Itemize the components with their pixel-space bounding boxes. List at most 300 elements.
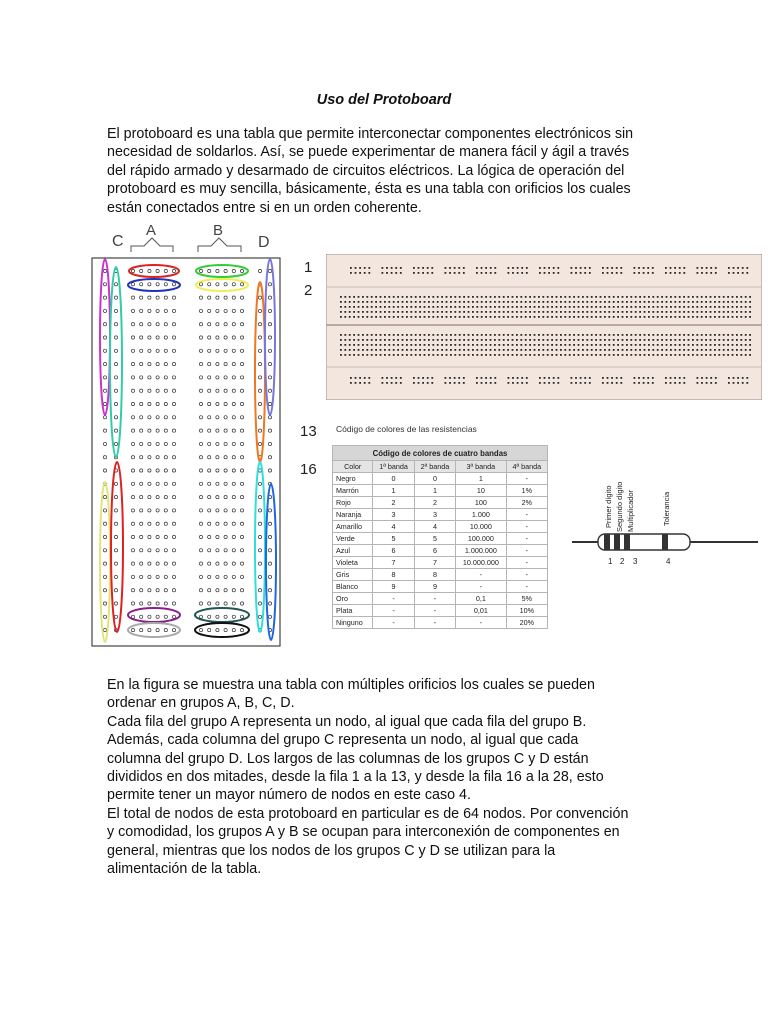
- hole: [428, 354, 430, 356]
- hole: [670, 311, 672, 313]
- hole: [503, 344, 505, 346]
- hole: [608, 306, 610, 308]
- hole: [349, 301, 351, 303]
- hole: [746, 267, 748, 269]
- hole: [494, 272, 496, 274]
- hole: [600, 344, 602, 346]
- hole: [705, 306, 707, 308]
- hole: [534, 349, 536, 351]
- hole: [538, 339, 540, 341]
- hole: [517, 377, 519, 379]
- hole: [364, 272, 366, 274]
- table-cell: Naranja: [333, 509, 373, 521]
- hole: [454, 344, 456, 346]
- hole: [520, 334, 522, 336]
- hole: [340, 311, 342, 313]
- hole: [580, 382, 582, 384]
- hole: [441, 339, 443, 341]
- hole: [366, 349, 368, 351]
- hole: [688, 344, 690, 346]
- hole: [551, 349, 553, 351]
- hole: [679, 339, 681, 341]
- hole: [362, 316, 364, 318]
- table-header-cell: 4ª banda: [506, 461, 547, 473]
- hole: [626, 344, 628, 346]
- hole: [388, 354, 390, 356]
- hole: [582, 339, 584, 341]
- hole: [375, 344, 377, 346]
- table-cell: -: [456, 617, 506, 629]
- table-cell: 10.000.000: [456, 557, 506, 569]
- hole: [494, 354, 496, 356]
- hole: [573, 334, 575, 336]
- hole: [520, 306, 522, 308]
- hole: [705, 316, 707, 318]
- hole: [688, 306, 690, 308]
- hole: [419, 344, 421, 346]
- hole: [647, 267, 649, 269]
- hole: [366, 296, 368, 298]
- hole: [679, 267, 681, 269]
- hole: [622, 301, 624, 303]
- hole: [701, 267, 703, 269]
- hole: [600, 311, 602, 313]
- hole: [413, 267, 415, 269]
- hole: [666, 316, 668, 318]
- hole: [538, 311, 540, 313]
- hole: [617, 301, 619, 303]
- hole: [366, 344, 368, 346]
- hole: [419, 316, 421, 318]
- hole: [507, 316, 509, 318]
- hole: [512, 311, 514, 313]
- hole: [498, 311, 500, 313]
- hole: [526, 382, 528, 384]
- hole: [454, 334, 456, 336]
- hole: [582, 344, 584, 346]
- hole: [424, 349, 426, 351]
- hole: [463, 316, 465, 318]
- resistor-body: [598, 534, 690, 550]
- hole: [674, 306, 676, 308]
- hole: [749, 344, 751, 346]
- hole: [402, 334, 404, 336]
- hole: [424, 296, 426, 298]
- hole: [674, 349, 676, 351]
- hole: [375, 296, 377, 298]
- hole: [749, 354, 751, 356]
- hole: [410, 344, 412, 346]
- hole: [350, 272, 352, 274]
- hole: [740, 339, 742, 341]
- hole: [638, 272, 640, 274]
- hole: [494, 296, 496, 298]
- hole: [647, 382, 649, 384]
- hole: [617, 296, 619, 298]
- hole: [366, 339, 368, 341]
- hole: [620, 267, 622, 269]
- hole: [740, 296, 742, 298]
- hole: [410, 316, 412, 318]
- hole: [437, 296, 439, 298]
- hole: [450, 296, 452, 298]
- hole: [507, 301, 509, 303]
- hole: [450, 354, 452, 356]
- hole: [521, 382, 523, 384]
- hole: [490, 349, 492, 351]
- hole: [573, 301, 575, 303]
- hole: [626, 354, 628, 356]
- hole: [490, 296, 492, 298]
- hole: [542, 339, 544, 341]
- bracket-a: [131, 238, 173, 252]
- text-line: En la figura se muestra una tabla con múltiples orificios los cuales se pueden: [107, 677, 595, 693]
- hole: [388, 316, 390, 318]
- table-cell: 4: [373, 521, 414, 533]
- hole: [661, 306, 663, 308]
- hole: [437, 301, 439, 303]
- band-label: Segundo dígito: [615, 481, 624, 532]
- hole: [714, 301, 716, 303]
- band-3: [624, 534, 630, 550]
- hole: [454, 267, 456, 269]
- hole: [573, 311, 575, 313]
- hole: [736, 349, 738, 351]
- hole: [525, 311, 527, 313]
- hole: [617, 344, 619, 346]
- hole: [415, 306, 417, 308]
- hole: [454, 349, 456, 351]
- hole: [749, 311, 751, 313]
- hole: [340, 354, 342, 356]
- hole: [746, 382, 748, 384]
- hole: [626, 349, 628, 351]
- hole: [644, 334, 646, 336]
- hole: [608, 311, 610, 313]
- hole: [569, 301, 571, 303]
- hole: [454, 377, 456, 379]
- hole: [490, 334, 492, 336]
- table-cell: 10: [456, 485, 506, 497]
- hole: [688, 349, 690, 351]
- hole: [608, 334, 610, 336]
- hole: [701, 301, 703, 303]
- hole: [652, 382, 654, 384]
- hole: [591, 344, 593, 346]
- hole: [454, 316, 456, 318]
- hole: [710, 349, 712, 351]
- hole: [512, 267, 514, 269]
- hole: [749, 296, 751, 298]
- hole: [701, 316, 703, 318]
- hole: [643, 377, 645, 379]
- hole: [556, 296, 558, 298]
- hole: [371, 311, 373, 313]
- hole: [657, 296, 659, 298]
- table-cell: 10.000: [456, 521, 506, 533]
- hole: [564, 296, 566, 298]
- hole: [547, 306, 549, 308]
- hole: [732, 311, 734, 313]
- hole: [344, 334, 346, 336]
- hole: [608, 339, 610, 341]
- table-cell: 8: [373, 569, 414, 581]
- hole: [441, 296, 443, 298]
- hole: [410, 334, 412, 336]
- hole: [582, 354, 584, 356]
- hole: [740, 311, 742, 313]
- hole: [358, 311, 360, 313]
- hole: [582, 349, 584, 351]
- hole: [613, 311, 615, 313]
- hole: [613, 296, 615, 298]
- hole: [705, 301, 707, 303]
- hole: [362, 306, 364, 308]
- hole: [742, 382, 744, 384]
- hole: [380, 301, 382, 303]
- hole: [745, 349, 747, 351]
- hole: [547, 344, 549, 346]
- hole: [418, 377, 420, 379]
- hole: [539, 272, 541, 274]
- hole: [393, 306, 395, 308]
- hole: [542, 311, 544, 313]
- hole: [611, 382, 613, 384]
- hole: [665, 377, 667, 379]
- hole: [679, 349, 681, 351]
- hole: [534, 316, 536, 318]
- hole: [652, 377, 654, 379]
- hole: [344, 296, 346, 298]
- hole: [688, 301, 690, 303]
- hole: [388, 301, 390, 303]
- hole: [670, 377, 672, 379]
- hole: [727, 349, 729, 351]
- hole: [459, 316, 461, 318]
- hole: [670, 344, 672, 346]
- hole: [393, 296, 395, 298]
- hole: [718, 339, 720, 341]
- hole: [626, 316, 628, 318]
- hole: [397, 311, 399, 313]
- hole: [586, 344, 588, 346]
- hole: [547, 334, 549, 336]
- hole: [626, 334, 628, 336]
- hole: [358, 349, 360, 351]
- hole: [406, 334, 408, 336]
- hole: [635, 316, 637, 318]
- hole: [494, 301, 496, 303]
- hole: [415, 296, 417, 298]
- table-row: [333, 473, 548, 485]
- hole: [657, 354, 659, 356]
- hole: [544, 382, 546, 384]
- hole: [591, 349, 593, 351]
- hole: [445, 272, 447, 274]
- hole: [732, 301, 734, 303]
- hole: [652, 267, 654, 269]
- hole: [595, 344, 597, 346]
- hole: [679, 306, 681, 308]
- hole: [591, 296, 593, 298]
- table-cell: 1%: [506, 485, 547, 497]
- hole: [538, 296, 540, 298]
- hole: [736, 334, 738, 336]
- hole: [696, 296, 698, 298]
- hole: [727, 311, 729, 313]
- hole: [468, 349, 470, 351]
- table-cell: 3: [373, 509, 414, 521]
- hole: [397, 339, 399, 341]
- hole: [476, 272, 478, 274]
- hole: [428, 339, 430, 341]
- hole: [410, 306, 412, 308]
- hole: [485, 339, 487, 341]
- hole: [547, 296, 549, 298]
- table-cell: 0: [414, 473, 455, 485]
- hole: [525, 301, 527, 303]
- hole: [553, 267, 555, 269]
- hole: [368, 272, 370, 274]
- hole: [454, 311, 456, 313]
- hole: [564, 311, 566, 313]
- hole: [661, 311, 663, 313]
- hole: [657, 306, 659, 308]
- hole: [710, 316, 712, 318]
- hole: [459, 344, 461, 346]
- hole: [410, 339, 412, 341]
- hole: [551, 354, 553, 356]
- hole: [362, 296, 364, 298]
- hole: [571, 382, 573, 384]
- hole: [463, 349, 465, 351]
- hole: [745, 296, 747, 298]
- hole: [410, 296, 412, 298]
- hole: [441, 354, 443, 356]
- hole: [503, 296, 505, 298]
- hole: [683, 311, 685, 313]
- hole: [512, 272, 514, 274]
- hole: [472, 311, 474, 313]
- hole: [553, 382, 555, 384]
- hole: [652, 354, 654, 356]
- hole: [494, 382, 496, 384]
- hole: [432, 311, 434, 313]
- hole: [402, 296, 404, 298]
- hole: [393, 349, 395, 351]
- hole: [608, 354, 610, 356]
- hole: [397, 301, 399, 303]
- hole: [551, 311, 553, 313]
- hole: [732, 339, 734, 341]
- hole: [512, 377, 514, 379]
- hole: [571, 267, 573, 269]
- hole: [402, 344, 404, 346]
- hole: [353, 339, 355, 341]
- hole: [692, 349, 694, 351]
- hole: [657, 311, 659, 313]
- hole: [736, 306, 738, 308]
- hole: [520, 344, 522, 346]
- hole: [512, 316, 514, 318]
- hole: [463, 382, 465, 384]
- hole: [679, 354, 681, 356]
- hole: [644, 296, 646, 298]
- hole: [380, 334, 382, 336]
- hole: [589, 272, 591, 274]
- hole: [481, 316, 483, 318]
- hole: [551, 301, 553, 303]
- hole: [371, 301, 373, 303]
- hole: [742, 272, 744, 274]
- table-cell: 7: [373, 557, 414, 569]
- hole: [544, 377, 546, 379]
- hole: [525, 344, 527, 346]
- hole: [380, 349, 382, 351]
- hole: [395, 272, 397, 274]
- hole: [575, 377, 577, 379]
- hole: [657, 316, 659, 318]
- hole: [349, 316, 351, 318]
- hole: [525, 354, 527, 356]
- hole: [604, 316, 606, 318]
- table-cell: Negro: [333, 473, 373, 485]
- hole: [732, 306, 734, 308]
- hole: [413, 377, 415, 379]
- hole: [437, 334, 439, 336]
- hole: [463, 339, 465, 341]
- hole: [683, 334, 685, 336]
- hole: [638, 382, 640, 384]
- hole: [714, 316, 716, 318]
- hole: [705, 296, 707, 298]
- hole: [626, 339, 628, 341]
- hole: [714, 354, 716, 356]
- hole: [692, 354, 694, 356]
- hole: [617, 316, 619, 318]
- hole: [548, 267, 550, 269]
- hole: [551, 316, 553, 318]
- hole: [582, 301, 584, 303]
- hole: [749, 349, 751, 351]
- hole: [737, 272, 739, 274]
- hole: [723, 354, 725, 356]
- hole: [737, 267, 739, 269]
- hole: [512, 382, 514, 384]
- hole: [410, 354, 412, 356]
- hole: [366, 354, 368, 356]
- hole: [437, 311, 439, 313]
- text-line: y comodidad, los grupos A y B se ocupan para interconexión de componentes en: [107, 824, 620, 841]
- hole: [560, 311, 562, 313]
- hole: [445, 377, 447, 379]
- hole: [666, 354, 668, 356]
- hole: [538, 316, 540, 318]
- text-line: El protoboard es una tabla que permite interconectar componentes electrónicos sin: [107, 126, 634, 142]
- hole: [569, 349, 571, 351]
- hole: [415, 344, 417, 346]
- hole: [728, 377, 730, 379]
- table-cell: -: [414, 593, 455, 605]
- hole: [463, 272, 465, 274]
- hole: [595, 339, 597, 341]
- hole: [400, 272, 402, 274]
- hole: [463, 306, 465, 308]
- hole: [740, 354, 742, 356]
- table-cell: 2%: [506, 497, 547, 509]
- hole: [446, 316, 448, 318]
- hole: [508, 272, 510, 274]
